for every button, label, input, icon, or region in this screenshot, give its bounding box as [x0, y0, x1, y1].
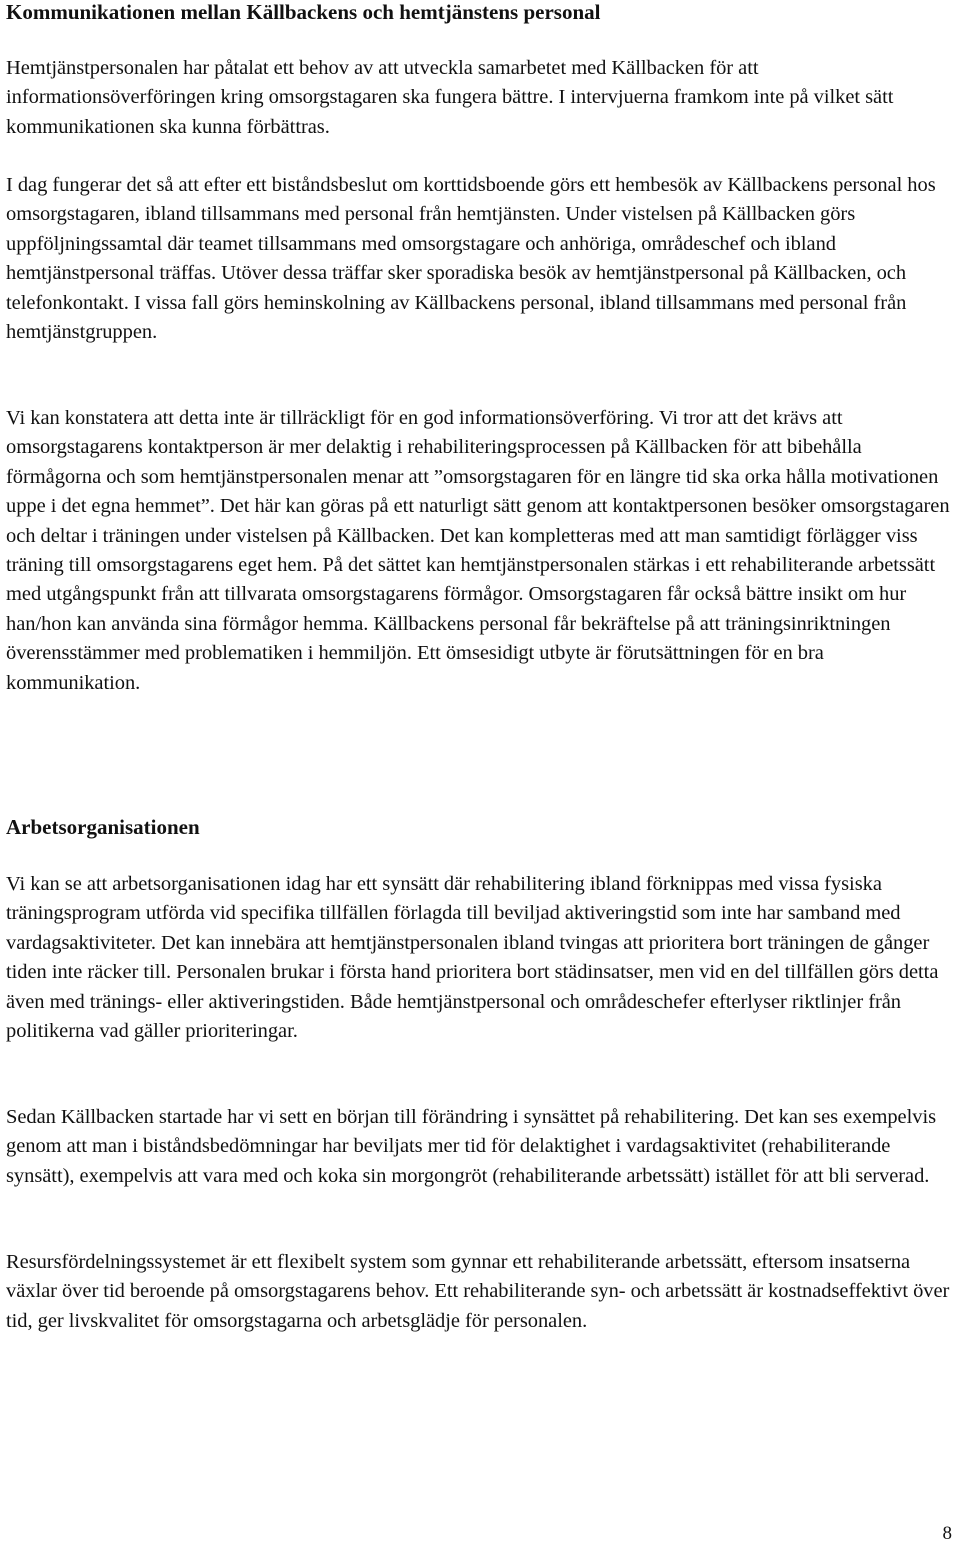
- paragraph: Sedan Källbacken startade har vi sett en början till förändring i synsättet på rehabilitering. Det kan ses exempelvis genom att man i biståndsbedömningar har beviljats mer tid för delaktighet i vardagsaktivitet (rehabiliterande synsätt), exempelvis att vara med och koka sin morgongröt (rehabiliterande arbetssätt) istället för att bli serverad.: [6, 1106, 937, 1187]
- paragraph: Resursfördelningssystemet är ett flexibelt system som gynnar ett rehabiliterande arbetssätt, eftersom insatserna växlar över tid beroende på omsorgstagarens behov. Ett rehabiliterande syn- och arbetssätt är kostnadseffektivt över tid, ger livskvalitet för omsorgstagarna och arbetsglädje för personalen.: [6, 1251, 950, 1332]
- paragraph: Vi kan konstatera att detta inte är tillräckligt för en god informationsöverföring. Vi tror att det krävs att omsorgstagarens kontaktperson är mer delaktig i rehabiliteringsprocessen på Källbacken för att bibehålla förmågorna och som hemtjänstpersonalen menar att ”omsorgstagaren för en längre tid ska orka hålla motivationen uppe i det egna hemmet”. Det här kan göras på ett naturligt sätt genom att kontaktpersonen besöker omsorgstagaren och deltar i träningen under vistelsen på Källbacken. Det kan kompletteras med att man samtidigt förlägger viss träning till omsorgstagarens eget hem. På det sättet kan hemtjänstpersonalen stärkas i ett rehabiliterande arbetssätt med utgångspunkt från att tillvarata omsorgstagarens förmågor. Omsorgstagaren får också bättre insikt om hur han/hon kan använda sina förmågor hemma. Källbackens personal får bekräftelse på att träningsinriktningen överensstämmer med problematiken i hemmiljön. Ett ömsesidigt utbyte är förutsättningen för en bra kommunikation.: [6, 407, 950, 694]
- section-heading-arbetsorganisationen: Arbetsorganisationen: [6, 815, 200, 839]
- paragraph: Vi kan se att arbetsorganisationen idag har ett synsätt där rehabilitering ibland förknippas med vissa fysiska träningsprogram utförda vid specifika tillfällen förlagda till beviljad aktiveringstid som inte har samband med vardagsaktiviteter. Det kan innebära att hemtjänstpersonalen ibland tvingas att prioritera bort träningen de gånger tiden inte räcker till. Personalen brukar i första hand prioritera bort städinsatser, men vid en del tillfällen görs detta även med tränings- eller aktiveringstiden. Både hemtjänstpersonal och områdeschefer efterlyser riktlinjer från politikerna vad gäller prioriteringar.: [6, 873, 939, 1043]
- page-number: 8: [942, 1523, 952, 1544]
- paragraph: Hemtjänstpersonalen har påtalat ett behov av att utveckla samarbetet med Källbacken för att informationsöverföringen kring omsorgstagaren ska fungera bättre. I intervjuerna framkom inte på vilket sätt kommunikationen ska kunna förbättras.: [6, 57, 894, 138]
- section-heading-kommunikationen: Kommunikationen mellan Källbackens och hemtjänstens personal: [6, 0, 601, 24]
- paragraph: I dag fungerar det så att efter ett biståndsbeslut om korttidsboende görs ett hembesök av Källbackens personal hos omsorgstagaren, ibland tillsammans med personal från hemtjänsten. Under vistelsen på Källbacken görs uppföljningssamtal där teamet tillsammans med omsorgstagare och anhöriga, områdeschef och ibland hemtjänstpersonal träffas. Utöver dessa träffar sker sporadiska besök av hemtjänstpersonal på Källbacken, och telefonkontakt. I vissa fall görs heminskolning av Källbackens personal, ibland tillsammans med personal från hemtjänstgruppen.: [6, 174, 936, 344]
